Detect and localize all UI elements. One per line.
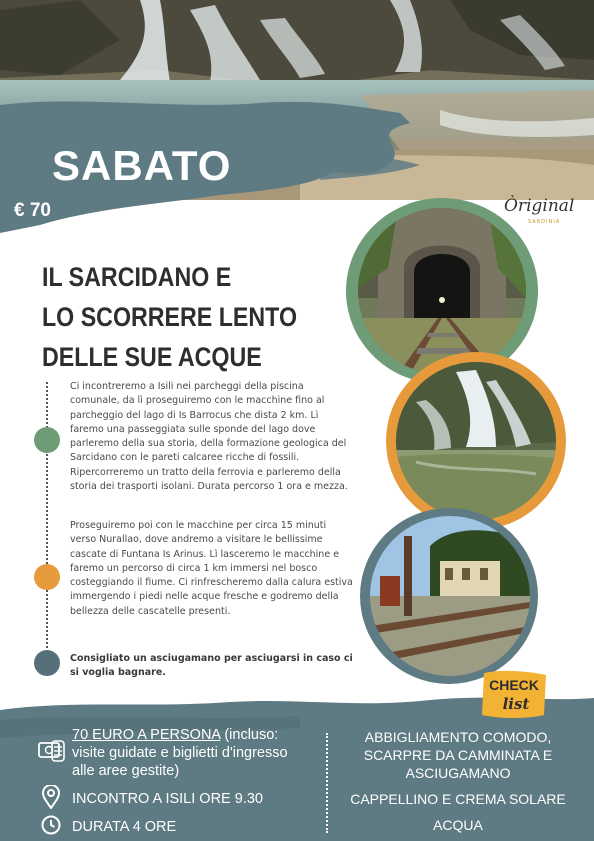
title-line-2: LO SCORRERE LENTO	[42, 302, 298, 332]
clock-icon	[41, 815, 61, 835]
day-heading: SABATO	[52, 142, 232, 189]
price-inclusions: (incluso: visite guidate e biglietti d'ingresso alle aree gestite)	[72, 727, 288, 779]
brand-logo-subtitle: SARDINIA	[528, 219, 561, 225]
price-tag: € 70	[14, 200, 51, 221]
title-line-3: DELLE SUE ACQUE	[42, 342, 262, 372]
title-line-1: IL SARCIDANO E	[42, 262, 232, 292]
checklist-badge	[478, 669, 550, 721]
duration-info: DURATA 4 ORE	[72, 819, 177, 835]
timeline-dot-green	[34, 427, 60, 453]
railway-tunnel-photo	[358, 208, 526, 374]
brand-logo-name: Òriginal	[504, 196, 575, 216]
timeline-dotted-line	[46, 382, 48, 672]
price-per-person: 70 EURO A PERSONA	[72, 727, 221, 743]
brand-logo	[504, 196, 590, 236]
checklist-item-3: ACQUA	[433, 817, 483, 833]
page-title	[42, 257, 297, 377]
itinerary-paragraph-1: Ci incontreremo a Isili nei parcheggi della piscina comunale, da lì proseguiremo con le macchine fino al parcheggio del lago di Is Barrocus che dista 2 km. Lì faremo una passeggiata sulle sponde del lago dove parleremo della sua storia, della formazione geologica del Sarcidano con le pareti calcaree ricche di fossili. Ripercorreremo un tratto della ferrovia e parleremo della storia dei trasporti isolani. Durata percorso 1 ora e mezza.	[70, 381, 348, 493]
checklist-badge-bottom: list	[502, 695, 530, 713]
railway-station-photo	[370, 516, 530, 676]
timeline-dot-slate	[34, 650, 60, 676]
meeting-info: INCONTRO A ISILI ORE 9.30	[72, 791, 263, 807]
price-details	[72, 726, 302, 780]
itinerary-note: Consigliato un asciugamano per asciugarsi in caso ci si voglia bagnare.	[70, 653, 353, 679]
itinerary-paragraph-2: Proseguiremo poi con le macchine per circa 15 minuti verso Nurallao, dove andremo a visitare le bellissime cascate di Funtana Is Arinus. Lì lasceremo le macchine e faremo un percorso di circa 1 km immersi nel bosco costeggiando il fiume. Ci rinfrescheremo dalla calura estiva immergendo i piedi nelle acque fresche e godremo della bellezza delle cascatelle presenti.	[70, 520, 353, 617]
timeline-dot-orange	[34, 564, 60, 590]
checklist-item-1: ABBIGLIAMENTO COMODO, SCARPRE DA CAMMINATA E ASCIUGAMANO	[363, 729, 553, 781]
checklist-badge-top: CHECK	[489, 677, 539, 693]
waterfall-photo	[396, 362, 556, 520]
checklist-item-2: CAPPELLINO E CREMA SOLARE	[350, 791, 566, 807]
location-pin-icon	[42, 785, 60, 809]
money-icon	[38, 739, 66, 763]
footer-divider	[326, 733, 328, 833]
